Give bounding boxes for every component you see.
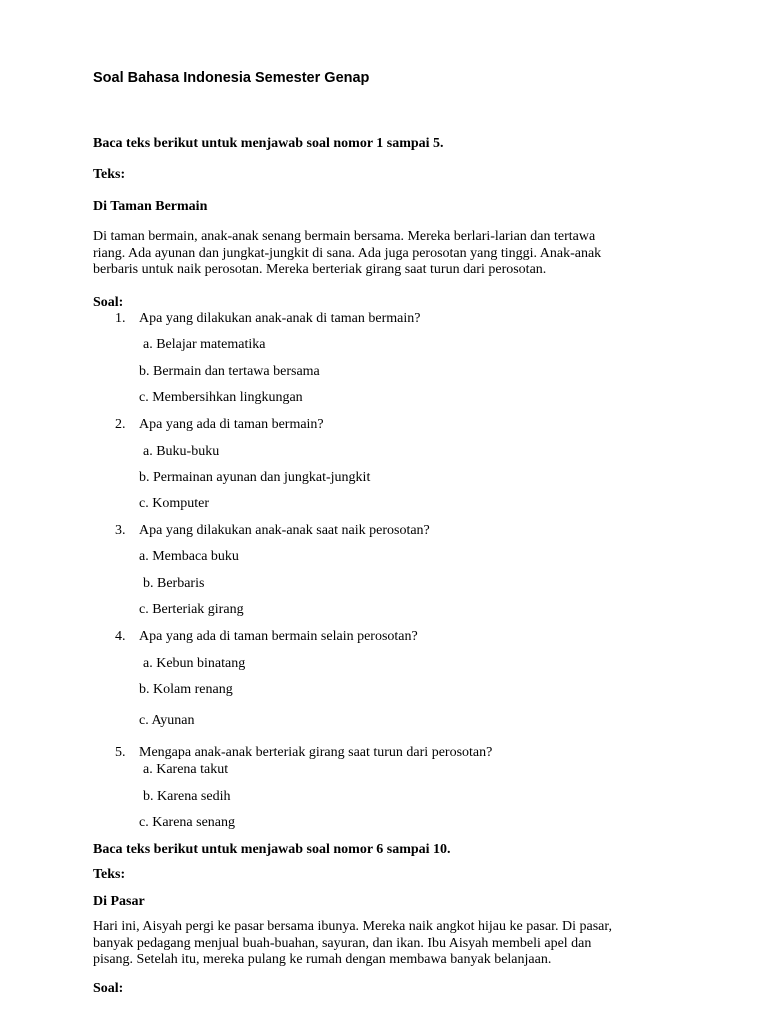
section1-instruction: Baca teks berikut untuk menjawab soal nomor 1 sampai 5. [93, 136, 444, 151]
section2-story-title: Di Pasar [93, 894, 145, 909]
question-5-option-c: c. Karena senang [139, 815, 236, 830]
story-line: Di taman bermain, anak-anak senang bermain bersama. Mereka berlari-larian dan tertawa [93, 229, 596, 244]
question-3-option-c: c. Berteriak girang [139, 602, 244, 617]
question-5-option-a: a. Karena takut [143, 762, 229, 777]
question-3-option-b: b. Berbaris [143, 576, 205, 591]
question-2-text: Apa yang ada di taman bermain? [139, 417, 324, 432]
section1-questions-label: Soal: [93, 295, 124, 310]
question-3-text: Apa yang dilakukan anak-anak saat naik perosotan? [139, 523, 430, 538]
section2-story-paragraph [93, 919, 673, 969]
section2-text-label: Teks: [93, 867, 126, 882]
question-4-option-c: c. Ayunan [139, 713, 195, 728]
section1-story-paragraph [93, 229, 673, 279]
question-5-option-b: b. Karena sedih [143, 789, 231, 804]
question-4-option-a: a. Kebun binatang [143, 656, 246, 671]
story-line: pisang. Setelah itu, mereka pulang ke rumah dengan membawa banyak belanjaan. [93, 952, 552, 968]
question-5-text: Mengapa anak-anak berteriak girang saat turun dari perosotan? [139, 745, 493, 760]
question-1-option-a: a. Belajar matematika [143, 337, 266, 352]
section2-questions-label: Soal: [93, 981, 124, 996]
question-4-text: Apa yang ada di taman bermain selain perosotan? [139, 629, 418, 644]
question-2-option-a: a. Buku-buku [143, 444, 220, 459]
section2-instruction: Baca teks berikut untuk menjawab soal nomor 6 sampai 10. [93, 842, 451, 857]
story-line: Hari ini, Aisyah pergi ke pasar bersama ibunya. Mereka naik angkot hijau ke pasar. Di pasar, [93, 919, 612, 934]
document-title: Soal Bahasa Indonesia Semester Genap [93, 70, 370, 86]
section1-text-label: Teks: [93, 167, 126, 182]
question-3-option-a: a. Membaca buku [139, 549, 239, 564]
story-line: berbaris untuk naik perosotan. Mereka berteriak girang saat turun dari perosotan. [93, 262, 547, 278]
question-1-number: 1. [115, 311, 126, 326]
story-line: banyak pedagang menjual buah-buahan, sayuran, dan ikan. Ibu Aisyah membeli apel dan [93, 935, 592, 951]
section1-story-title: Di Taman Bermain [93, 199, 208, 214]
question-2-number: 2. [115, 417, 126, 432]
question-3-number: 3. [115, 523, 126, 538]
question-5-number: 5. [115, 745, 126, 760]
story-line: riang. Ada ayunan dan jungkat-jungkit di sana. Ada juga perosotan yang tinggi. Anak-anak [93, 245, 602, 261]
question-2-option-b: b. Permainan ayunan dan jungkat-jungkit [139, 470, 371, 485]
question-1-option-b: b. Bermain dan tertawa bersama [139, 364, 320, 379]
question-4-number: 4. [115, 629, 126, 644]
question-1-option-c: c. Membersihkan lingkungan [139, 390, 303, 405]
question-4-option-b: b. Kolam renang [139, 682, 233, 697]
question-1-text: Apa yang dilakukan anak-anak di taman bermain? [139, 311, 421, 326]
question-2-option-c: c. Komputer [139, 496, 209, 511]
